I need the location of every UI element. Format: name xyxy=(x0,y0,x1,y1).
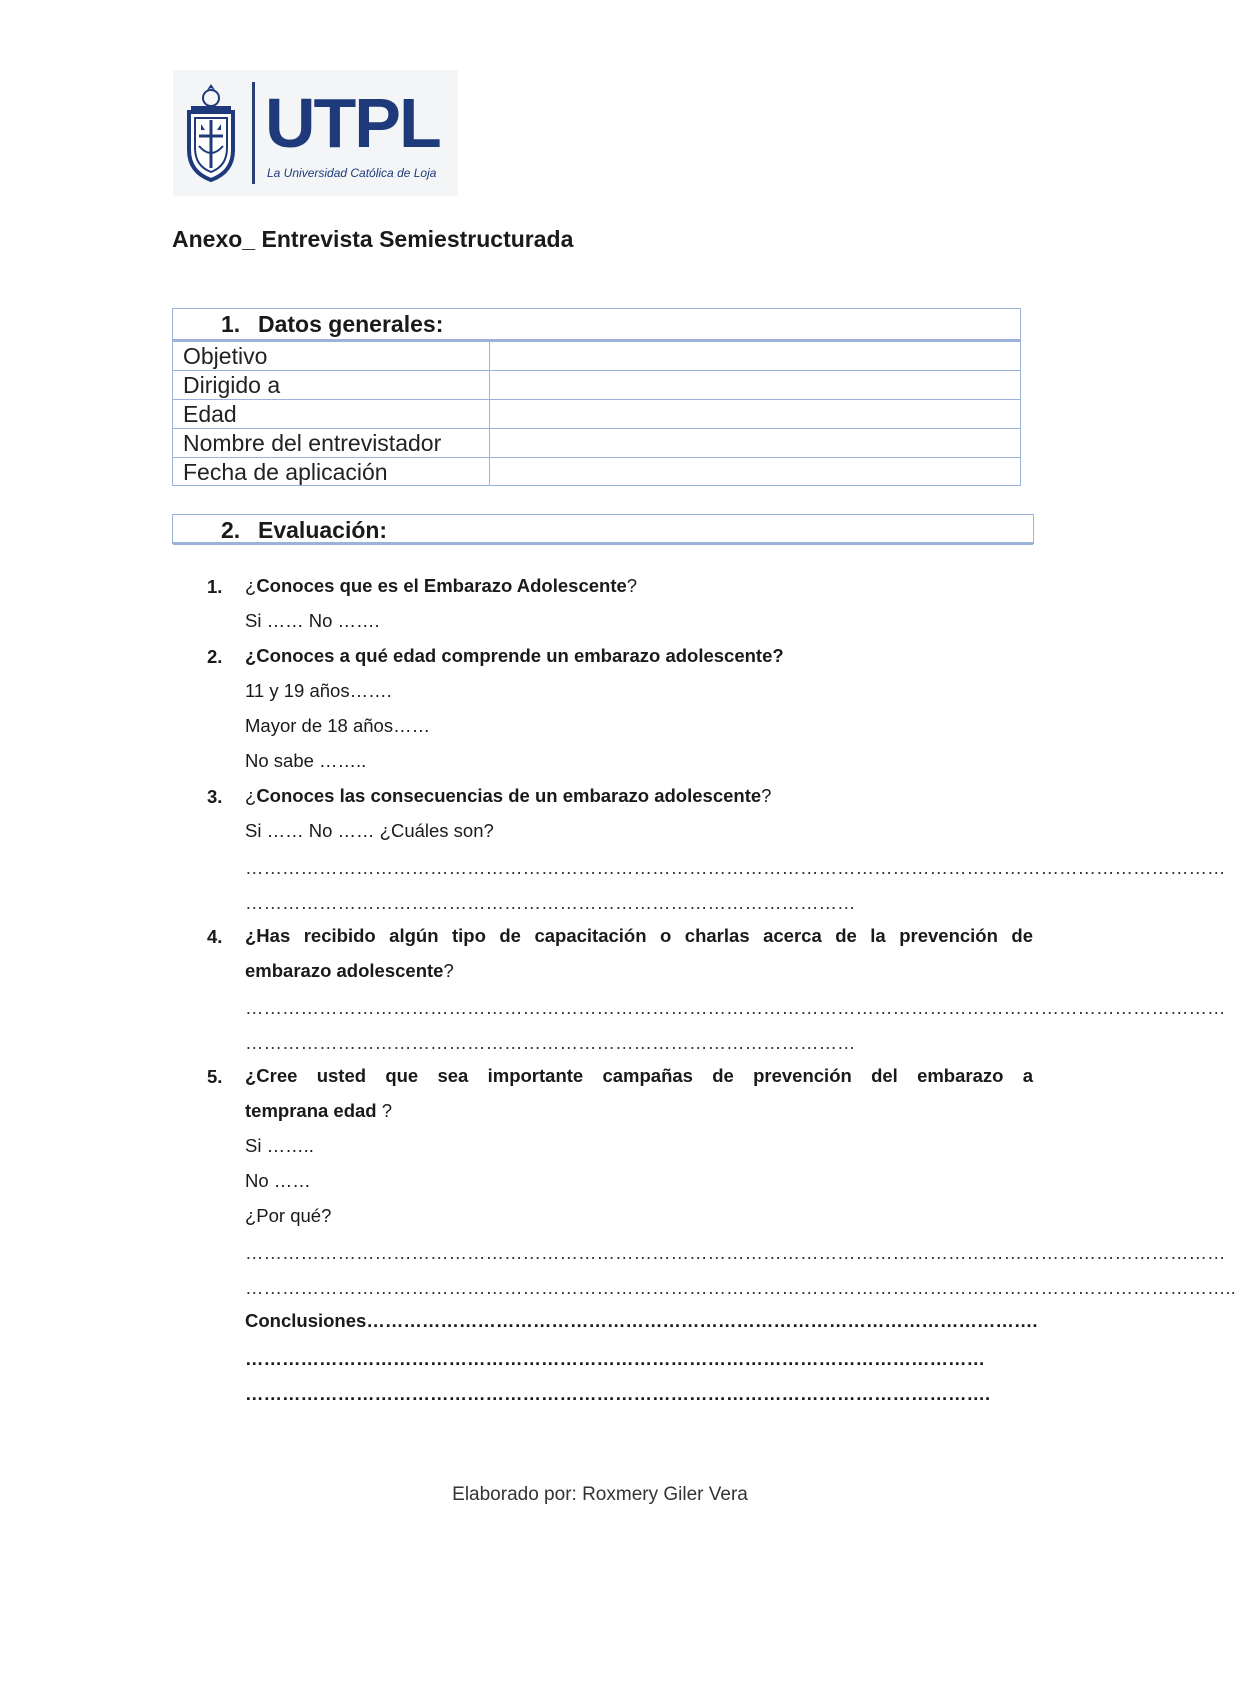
question-3 xyxy=(245,784,771,808)
datos-generales-table xyxy=(172,308,1021,486)
question-text: temprana edad xyxy=(245,1100,377,1121)
logo-tagline: La Universidad Católica de Loja xyxy=(267,166,437,180)
document-title: Anexo_ Entrevista Semiestructurada xyxy=(172,226,574,252)
answer-line: ……………………………………………………………………………………… xyxy=(245,892,856,913)
conclusion-line: …………………………………………………………………………………………………………. xyxy=(245,1383,991,1404)
answer-option: No sabe …….. xyxy=(245,750,367,771)
question-prefix: ¿ xyxy=(245,785,257,806)
question-2: ¿Conoces a qué edad comprende un embarazo adolescente? xyxy=(245,645,784,666)
conclusiones-dots: ………………………………………………………………………………………………. xyxy=(366,1310,1038,1331)
university-crest-icon xyxy=(183,80,239,186)
section-heading: Datos generales: xyxy=(258,311,444,337)
footer-credit: Elaborado por: Roxmery Giler Vera xyxy=(452,1484,748,1505)
question-4-line2 xyxy=(245,959,454,983)
answer-option: Si …….. xyxy=(245,1135,314,1156)
conclusiones-line xyxy=(245,1309,1038,1333)
answer-line: …………………………………………………………………………………………………………………………………………… xyxy=(245,857,1226,878)
row-label-entrevistador: Nombre del entrevistador xyxy=(183,430,442,456)
conclusion-line: ………………………………………………………………………………………………………… xyxy=(245,1348,985,1369)
answer-option: Mayor de 18 años…… xyxy=(245,715,431,736)
row-label-edad: Edad xyxy=(183,401,237,427)
row-label-dirigido: Dirigido a xyxy=(183,372,281,398)
answer-line: …………………………………………………………………………………………………………………………………………… xyxy=(245,997,1226,1018)
question-text: embarazo adolescente xyxy=(245,960,444,981)
evaluacion-header xyxy=(173,515,1033,545)
question-number: 2. xyxy=(207,646,223,667)
evaluacion-header-box xyxy=(172,514,1034,544)
question-suffix: ? xyxy=(761,785,772,806)
row-value-fecha xyxy=(489,458,1020,486)
table-row xyxy=(173,371,1020,400)
answer-line: ……………………………………………………………………………………… xyxy=(245,1032,856,1053)
row-value-objetivo xyxy=(489,342,1020,370)
logo-wordmark: UTPL xyxy=(265,84,440,162)
section-number: 1. xyxy=(221,311,241,337)
answer-line: …………………………………………………………………………………………………………………………………………… xyxy=(245,1242,1226,1263)
question-prefix: ¿ xyxy=(245,575,257,596)
row-value-dirigido xyxy=(489,371,1020,399)
answer-option: 11 y 19 años……. xyxy=(245,680,392,701)
question-number: 5. xyxy=(207,1066,223,1087)
logo-divider xyxy=(252,82,255,184)
answer-option: Si …… No ……. xyxy=(245,610,380,631)
datos-generales-header xyxy=(173,309,1020,342)
answer-line: …………………………………………………………………………………………………………………………………………….. xyxy=(245,1277,1236,1298)
table-row xyxy=(173,429,1020,458)
row-label-fecha: Fecha de aplicación xyxy=(183,459,388,485)
question-5-line2 xyxy=(245,1099,392,1123)
row-label-objetivo: Objetivo xyxy=(183,343,268,369)
row-value-edad xyxy=(489,400,1020,428)
question-text: Conoces que es el Embarazo Adolescente xyxy=(256,575,627,596)
question-suffix: ? xyxy=(443,960,454,981)
question-4-line1: ¿Has recibido algún tipo de capacitación o charlas acerca de la prevención de xyxy=(245,925,1033,946)
table-row xyxy=(173,342,1020,371)
question-number: 4. xyxy=(207,926,223,947)
row-value-entrevistador xyxy=(489,429,1020,457)
conclusiones-label: Conclusiones xyxy=(245,1310,367,1331)
question-suffix: ? xyxy=(626,575,638,596)
table-row xyxy=(173,458,1020,487)
question-1 xyxy=(245,574,637,598)
answer-option: No …… xyxy=(245,1170,311,1191)
question-suffix: ? xyxy=(376,1100,393,1121)
section-heading: Evaluación: xyxy=(258,517,388,543)
table-row xyxy=(173,400,1020,429)
answer-option: Si …… No …… ¿Cuáles son? xyxy=(245,820,494,841)
question-text: Conoces las consecuencias de un embarazo adolescente xyxy=(256,785,762,806)
question-number: 3. xyxy=(207,786,223,807)
answer-option: ¿Por qué? xyxy=(245,1205,332,1226)
section-number: 2. xyxy=(221,517,241,543)
question-number: 1. xyxy=(207,576,223,597)
utpl-logo xyxy=(173,70,458,196)
question-5-line1: ¿Cree usted que sea importante campañas de prevención del embarazo a xyxy=(245,1065,1033,1086)
